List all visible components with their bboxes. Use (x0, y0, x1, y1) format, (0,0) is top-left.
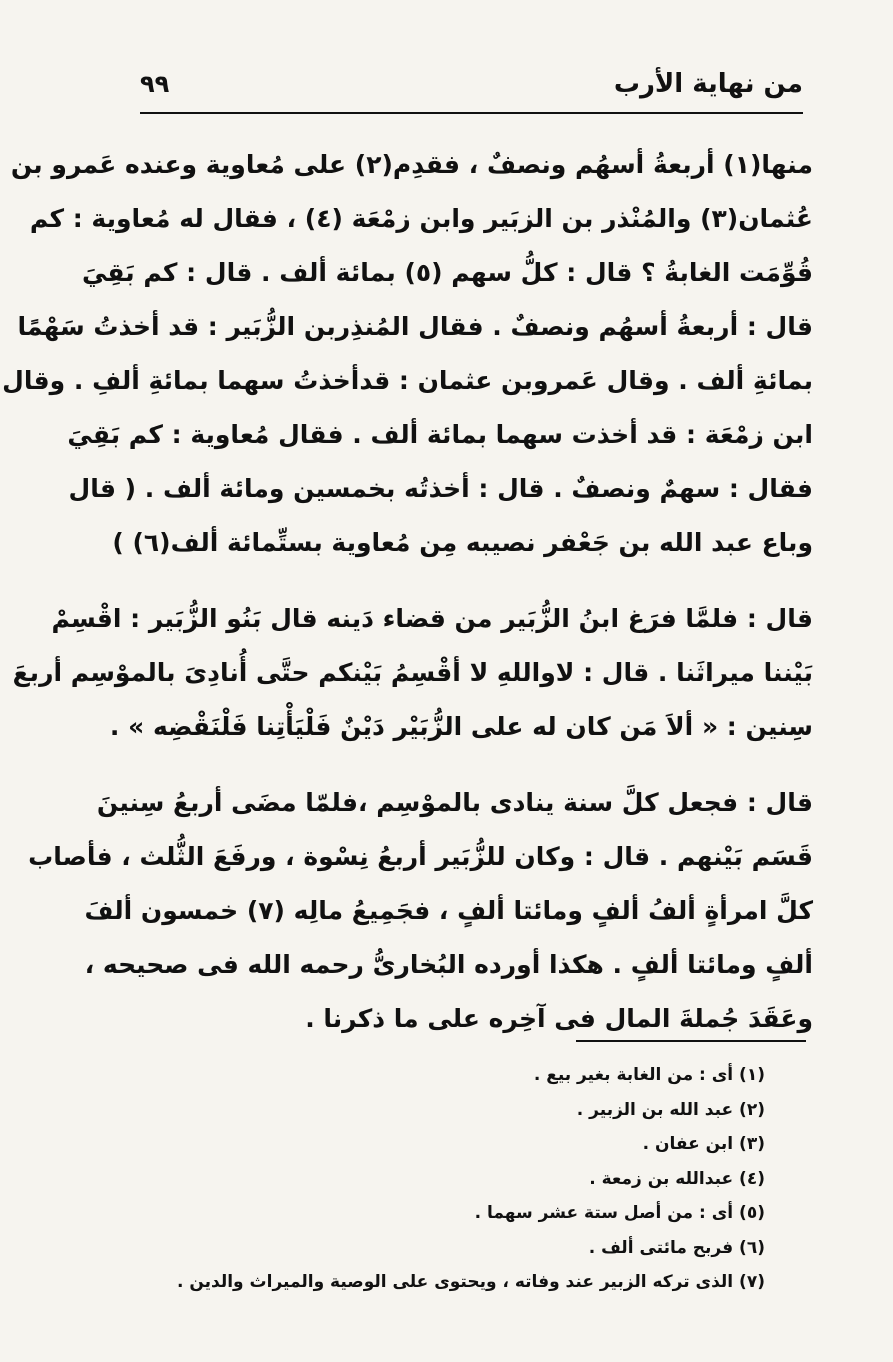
text-line: وباع عبد الله بن جَعْفر نصيبه مِن مُعاوية بستِّمائة ألف(٦) ) (112, 528, 813, 557)
footnote-2: (٢) عبد الله بن الزبير . (576, 1099, 765, 1120)
main-text (2, 138, 813, 1046)
page-number: ٩٩ (140, 70, 170, 98)
text-line: عُثمان(٣) والمُنْذر بن الزبَير وابن زمْعَة (٤) ، فقال له مُعاوية : كم (29, 204, 813, 233)
footnote-7: (٧) الذى تركه الزبير عند وفاته ، ويحتوى على الوصية والميراث والدين . (176, 1272, 765, 1292)
paragraph-gap (140, 570, 813, 592)
text-line: قُوِّمَت الغابةُ ؟ قال : كلُّ سهم (٥) بمائة ألف . قال : كم بَقِيَ (81, 258, 813, 287)
text-line: قَسَم بَيْنهم . قال : وكان للزُّبَير أربعُ نِسْوة ، ورفَعَ الثُّلث ، فأصاب (28, 842, 813, 871)
footnote-6: (٦) فربح مائتى ألف . (588, 1237, 765, 1258)
page-header (140, 62, 803, 106)
text-line: بمائةِ ألف . وقال عَمروبن عثمان : قدأخذتُ سهما بمائةِ ألفِ . وقال (2, 366, 813, 395)
text-line: ألفٍ ومائتا ألفٍ . هكذا أورده البُخارىُّ رحمه الله فى صحيحه ، (84, 950, 813, 979)
paragraph-3 (28, 776, 813, 1046)
footnotes (176, 1058, 765, 1300)
text-line: وعَقَدَ جُملةَ المال فى آخِره على ما ذكرنا . (305, 1004, 813, 1033)
text-line: قال : فجعل كلَّ سنة ينادى بالموْسِم ،فلمّا مضَى أربعُ سِنينَ (96, 788, 813, 817)
paragraph-gap (140, 754, 813, 776)
text-line: بَيْننا ميراثَنا . قال : لاواللهِ لا أقْسِمُ بَيْنكم حتَّى أُنادِىَ بالموْسِم أربعَ (12, 658, 813, 687)
text-line: منها(١) أربعةُ أسهُم ونصفٌ ، فقدِم(٢) على مُعاوية وعنده عَمرو بن (10, 150, 813, 179)
text-line: كلَّ امرأةٍ ألفُ ألفٍ ومائتا ألفٍ ، فجَمِيعُ مالِه (٧) خمسون ألفَ (84, 896, 813, 925)
text-line: قال : فلمَّا فرَغ ابنُ الزُّبَير من قضاء دَينه قال بَنُو الزُّبَير : اقْسِمْ (51, 604, 813, 633)
footnote-rule (576, 1040, 806, 1042)
text-line: سِنين : « ألاَ مَن كان له على الزُّبَيْر دَيْنٌ فَلْيَأْتِنا فَلْنَقْضِه » . (109, 712, 813, 741)
footnote-5: (٥) أى : من أصل ستة عشر سهما . (474, 1203, 765, 1223)
header-rule (140, 112, 803, 114)
footnote-4: (٤) عبدالله بن زمعة . (589, 1168, 765, 1189)
footnote-1: (١) أى : من الغابة بغير بيع . (533, 1065, 765, 1085)
paragraph-2 (12, 592, 813, 754)
paragraph-1 (2, 138, 813, 570)
running-title: من نهاية الأرب (613, 69, 803, 99)
text-line: قال : أربعةُ أسهُم ونصفٌ . فقال المُنذِربن الزُّبَير : قد أخذتُ سَهْمًا (17, 312, 813, 341)
text-line: فقال : سهمٌ ونصفٌ . قال : أخذتُه بخمسين ومائة ألف . ( قال (68, 474, 813, 503)
text-line: ابن زمْعَة : قد أخذت سهما بمائة ألف . فقال مُعاوية : كم بَقِيَ (67, 420, 813, 449)
footnote-3: (٣) ابن عفان . (642, 1134, 765, 1154)
